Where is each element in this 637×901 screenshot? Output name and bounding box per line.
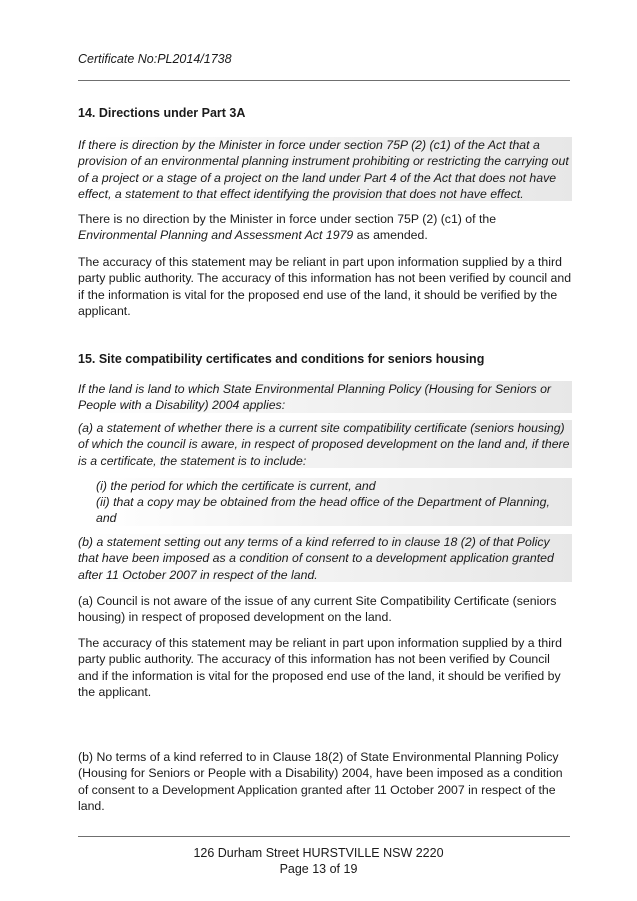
section-14-requirement: If there is direction by the Minister in force under section 75P (2) (c1) of the Act that a provision of an environmental planning instrument prohibiting or restricting the carrying out of a project or a stage of a project on the land under Part 4 of the Act that does not have effect, a statement to that effect identifying the provision that does not have effect. [78, 137, 572, 201]
section-14-statement [78, 211, 572, 244]
section-14-title: 14. Directions under Part 3A [78, 106, 246, 120]
section-15-response-a: (a) Council is not aware of the issue of any current Site Compatibility Certificate (seniors housing) in respect of proposed development on the land. [78, 594, 557, 625]
page-number: Page 13 of 19 [279, 862, 358, 876]
section-15-item-b: (b) a statement setting out any terms of a kind referred to in clause 18 (2) of that Policy that have been imposed as a condition of consent to a development application granted after 11 October 2007 in respect of the land. [78, 534, 572, 582]
section-15-item-a: (a) a statement of whether there is a current site compatibility certificate (seniors housing) of which the council is aware, in respect of proposed development on the land and, if there is a certificate, the statement is to include: [78, 420, 572, 468]
section-14-statement-text: There is no direction by the Minister in force under section 75P (2) (c1) of the [78, 212, 497, 226]
section-15-item-a-ii: (ii) that a copy may be obtained from the head office of the Department of Planning, and [96, 494, 572, 526]
certificate-number: Certificate No:PL2014/1738 [78, 52, 232, 66]
header-rule [78, 80, 570, 81]
section-15-response-b: (b) No terms of a kind referred to in Clause 18(2) of State Environmental Planning Policy (Housing for Seniors or People with a Disability) 2004, have been imposed as a condition of consent to a Development Application granted after 11 October 2007 in respect of the land. [78, 750, 563, 814]
section-15-title: 15. Site compatibility certificates and conditions for seniors housing [78, 352, 485, 366]
section-15-intro: If the land is land to which State Environmental Planning Policy (Housing for Seniors or People with a Disability) 2004 applies: [78, 381, 572, 413]
section-14-disclaimer: The accuracy of this statement may be reliant in part upon information supplied by a third party public authority. The accuracy of this information has not been verified by council and if the information is vital for the proposed end use of the land, it should be verified by the applicant. [78, 255, 572, 319]
section-14-act-name: Environmental Planning and Assessment Act 1979 [78, 228, 354, 243]
section-15-disclaimer: The accuracy of this statement may be reliant in part upon information supplied by a third party public authority. The accuracy of this information has not been verified by Council and if the information is vital for the proposed end use of the land, it should be verified by the applicant. [78, 636, 562, 700]
section-14-statement-suffix: as amended. [353, 228, 428, 243]
section-15-item-a-i: (i) the period for which the certificate is current, and [96, 478, 572, 494]
footer-address: 126 Durham Street HURSTVILLE NSW 2220 [193, 846, 444, 860]
footer-rule [78, 836, 570, 837]
